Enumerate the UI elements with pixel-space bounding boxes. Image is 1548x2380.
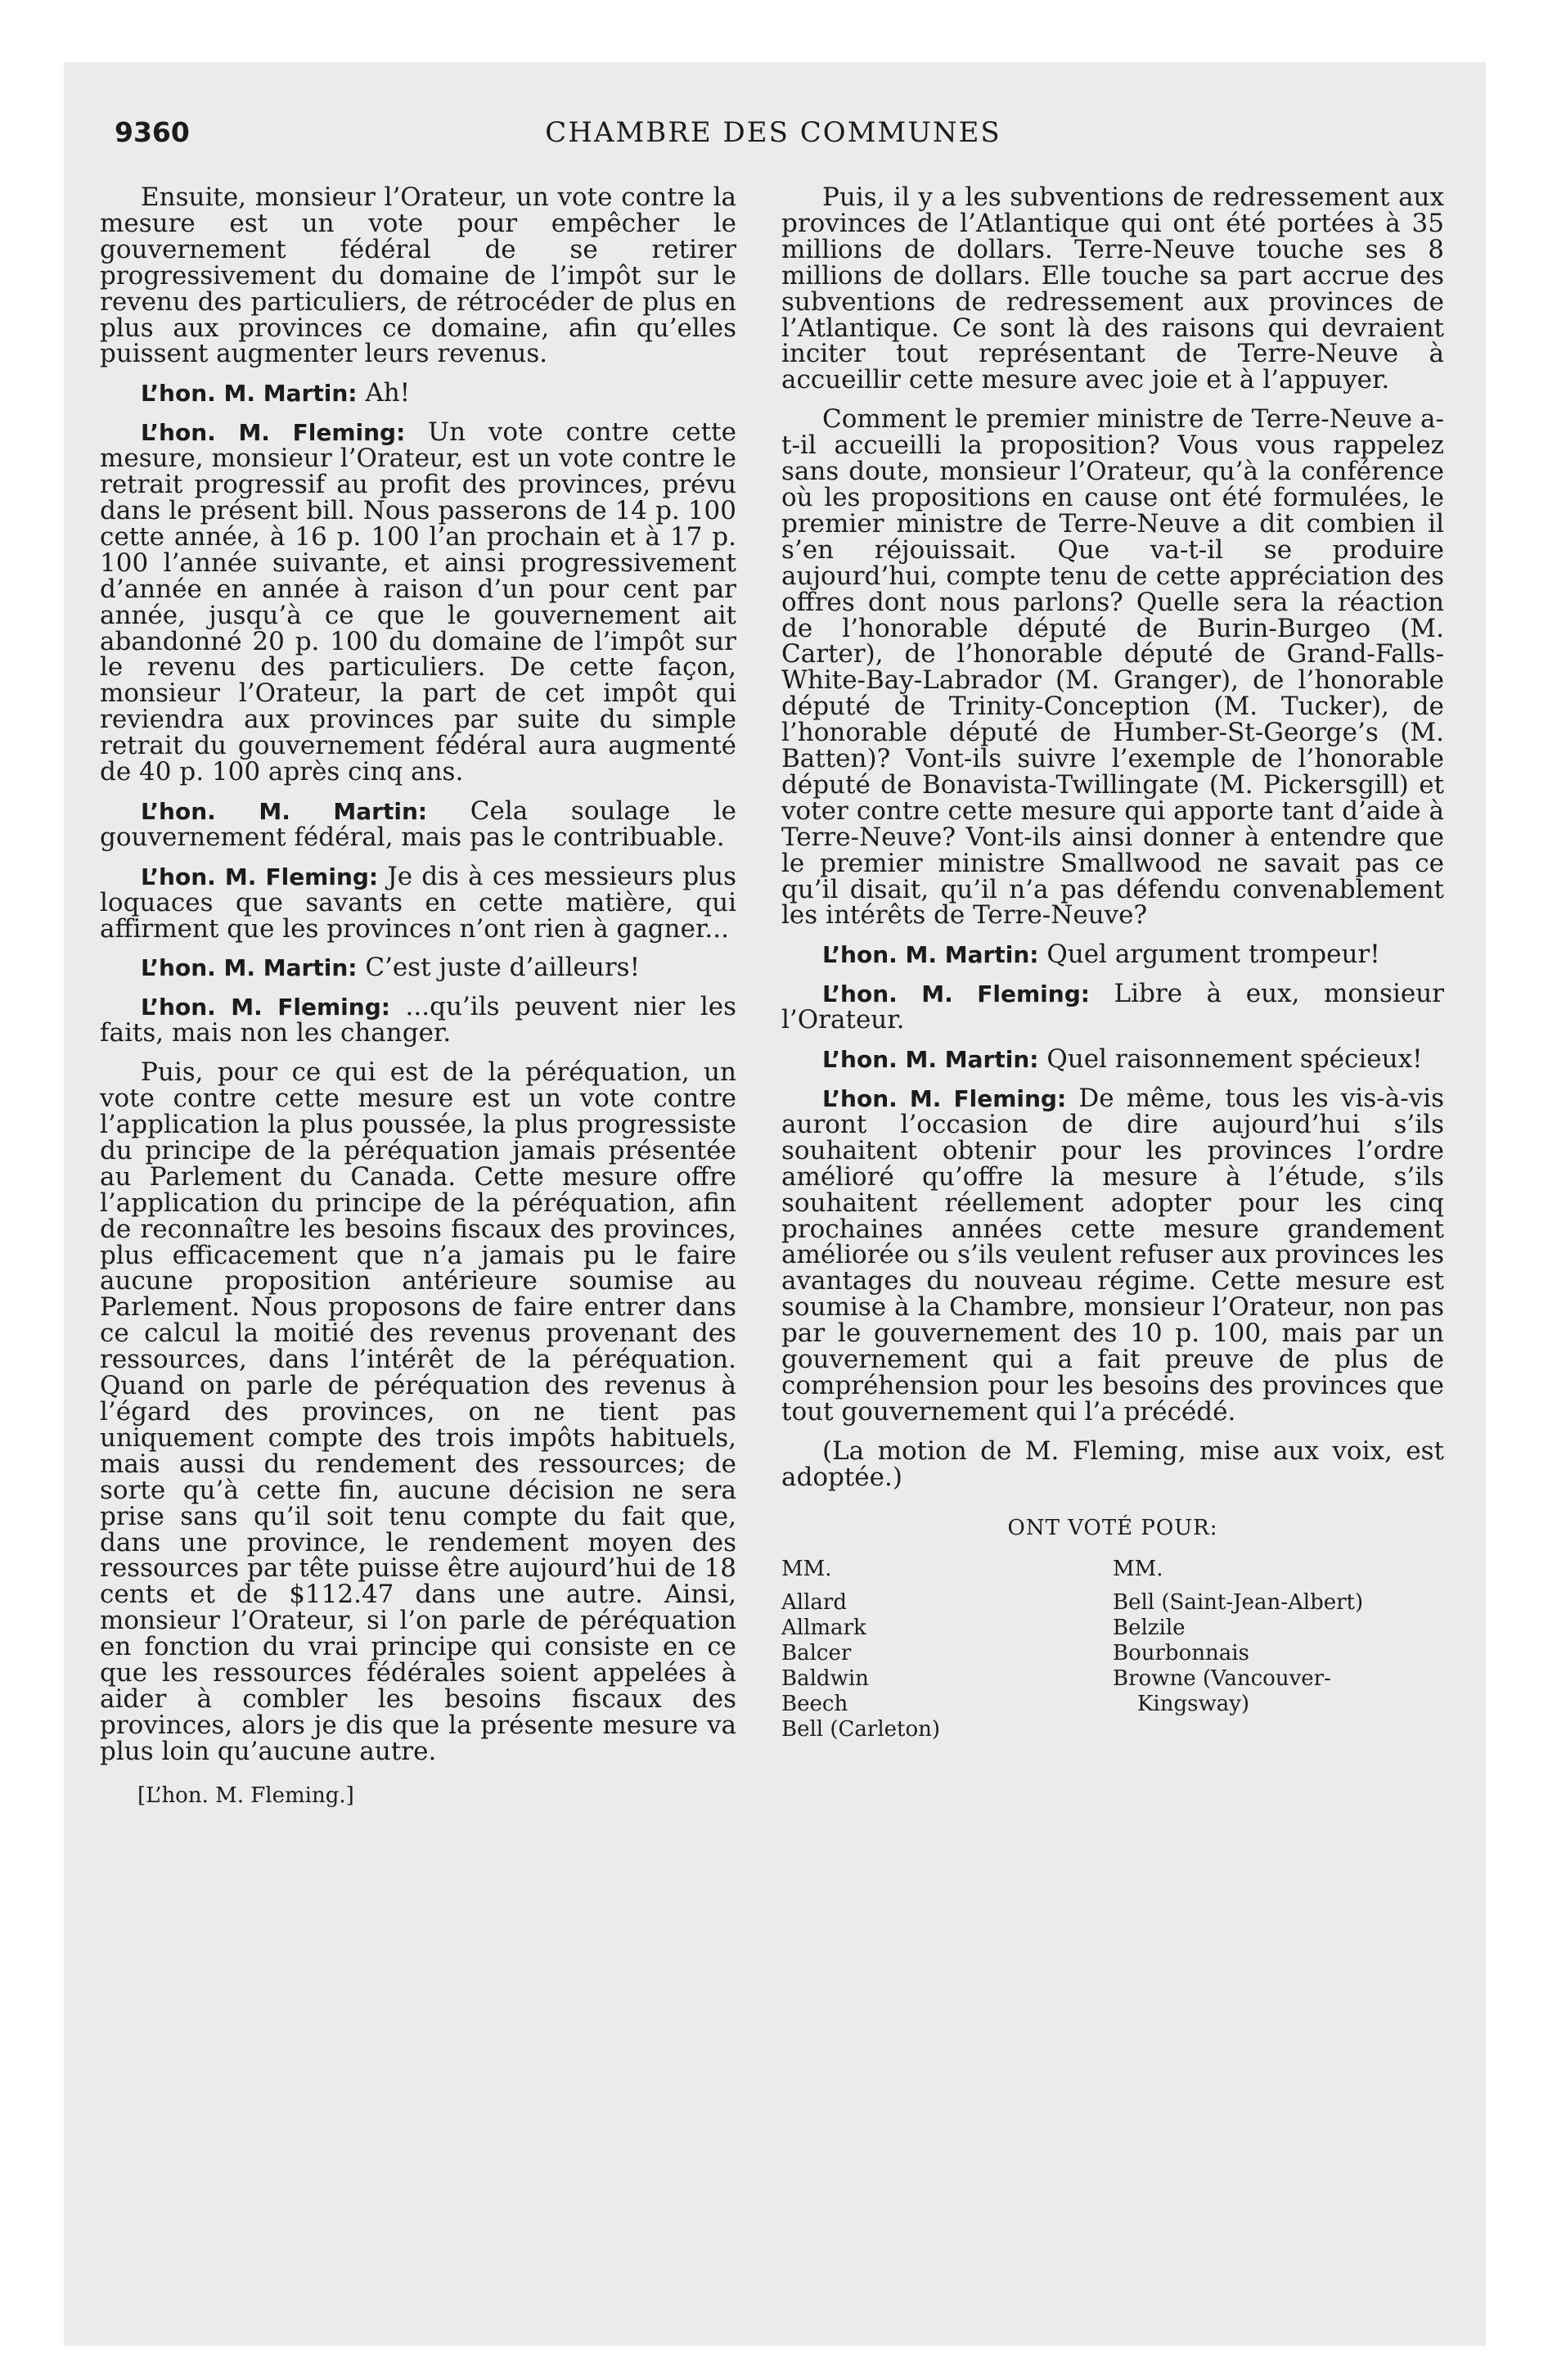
paragraph: Puis, pour ce qui est de la péréquation, un vote contre cette mesure est un vote contre l’application la plus poussée, la plus progressiste du principe de la péréquation jamais présentée au Parlement du Canada. Cette mesure offre l’application du principe de la péréquation, afin de reconnaître les besoins fiscaux des provinces, plus efficacement que n’a jamais pu le faire aucune proposition antérieure soumise au Parlement. Nous proposons de faire entrer dans ce calcul la moitié des revenus provenant des ressources, dans l’intérêt de la péréquation. Quand on parle de péréquation des revenus à l’égard des provinces, on ne tient pas uniquement compte des trois impôts habituels, mais aussi du rendement des ressources; de sorte qu’à cette fin, aucune décision ne sera prise sans qu’il soit tenu compte du fait que, dans une province, le rendement moyen des ressources par tête puisse être aujourd’hui de 18 cents et de $112.47 dans une autre. Ainsi, monsieur l’Orateur, si l’on parle de péréquation en fonction du vrai principe qui consiste en ce que les ressources fédérales soient appelées à aider à combler les besoins fiscaux des provinces, alors je dis que la présente mesure va plus loin qu’aucune autre. <box>100 1057 736 1766</box>
speaker-name: L’hon. M. Martin: <box>822 1046 1039 1074</box>
speaker-name: L’hon. M. Fleming: <box>822 980 1090 1008</box>
paragraph: (La motion de M. Fleming, mise aux voix, est adoptée.) <box>781 1436 1444 1492</box>
speaker-name: L’hon. M. Fleming: <box>141 419 406 447</box>
speech <box>781 981 1444 1034</box>
page-number: 9360 <box>115 116 190 148</box>
member-name: Allard <box>781 1589 847 1615</box>
member-name: Browne (Vancouver-Kingsway) <box>1113 1666 1331 1716</box>
paragraph: Puis, il y a les subventions de redressement aux provinces de l’Atlantique qui ont été portées à 35 millions de dollars. Terre-Neuve touche ses 8 millions de dollars. Elle touche sa part accrue des subventions de redressement aux provinces de l’Atlantique. Ce sont là des raisons qui devraient inciter tout représentant de Terre-Neuve à accueillir cette mesure avec joie et à l’appuyer. <box>781 183 1444 395</box>
speech <box>781 1086 1444 1426</box>
speaker-name: L’hon. M. Fleming: <box>822 1085 1067 1112</box>
speech <box>100 994 736 1047</box>
speech-text: Un vote contre cette mesure, monsieur l’Orateur, est un vote contre le retrait progressif au profit des provinces, prévu dans le présent bill. Nous passerons de 14 p. 100 cette année, à 16 p. 100 l’an prochain et à 17 p. 100 l’année suivante, et ainsi progressivement d’année en année à raison d’un pour cent par année, jusqu’à ce que le gouvernement ait abandonné 20 p. 100 du domaine de l’impôt sur le revenu des particuliers. De cette façon, monsieur l’Orateur, la part de cet impôt qui reviendra aux provinces par suite du simple retrait du gouvernement fédéral aura augmenté de 40 p. 100 après cinq ans. <box>100 417 736 787</box>
speaker-name: L’hon. M. Fleming: <box>141 994 390 1021</box>
running-head: CHAMBRE DES COMMUNES <box>545 116 1001 149</box>
speech-text: Je dis à ces messieurs plus loquaces que savants en cette matière, qui affirment que les provinces n’ont rien à gagner... <box>100 861 736 944</box>
speech-text: Cela soulage le gouvernement fédéral, mais pas le contribuable. <box>100 796 736 852</box>
member-name: Bell (Carleton) <box>781 1716 941 1742</box>
speech <box>100 861 736 944</box>
names-column-2 <box>1113 1557 1424 1742</box>
speaker-name: L’hon. M. Martin: <box>141 954 358 982</box>
member-name: Belzile <box>1113 1615 1186 1640</box>
speech-text: De même, tous les vis-à-vis auront l’occasion de dire aujourd’hui s’ils souhaitent obtenir pour les provinces l’ordre amélioré qu’offre la mesure à l’étude, s’ils souhaitent réellement adopter pour les cinq prochaines années cette mesure grandement améliorée ou s’ils veulent refuser aux provinces les avantages du nouveau régime. Cette mesure est soumise à la Chambre, monsieur l’Orateur, non pas par le gouvernement des 10 p. 100, mais par un gouvernement qui a fait preuve de plus de compréhension pour les besoins des provinces que tout gouvernement qui l’a précédé. <box>781 1084 1445 1427</box>
speech <box>100 796 736 852</box>
speech-text: Ah! <box>357 378 411 408</box>
speech <box>100 417 736 787</box>
member-name: Bourbonnais <box>1113 1640 1249 1666</box>
speaker-credit: [L’hon. M. Fleming.] <box>137 1783 354 1808</box>
speaker-name: L’hon. M. Martin: <box>141 380 358 408</box>
paragraph: Ensuite, monsieur l’Orateur, un vote contre la mesure est un vote pour empêcher le gouvernement fédéral de se retirer progressivement du domaine de l’impôt sur le revenu des particuliers, de rétrocéder de plus en plus aux provinces ce domaine, afin qu’elles puissent augmenter leurs revenus. <box>100 183 736 369</box>
speech <box>781 942 1444 968</box>
member-name: Baldwin <box>781 1666 869 1691</box>
member-name: Allmark <box>781 1615 866 1640</box>
speech <box>100 955 736 981</box>
paragraph: Comment le premier ministre de Terre-Neuve a-t-il accueilli la proposition? Vous vous rappelez sans doute, monsieur l’Orateur, qu’à la conférence où les propositions en cause ont été formulées, le premier ministre de Terre-Neuve a dit combien il s’en réjouissait. Que va-t-il se produire aujourd’hui, compte tenu de cette appréciation des offres dont nous parlons? Quelle sera la réaction de l’honorable député de Burin-Burgeo (M. Carter), de l’honorable député de Grand-Falls-White-Bay-Labrador (M. Granger), de l’honorable député de Trinity-Conception (M. Tucker), de l’honorable député de Humber-St-George’s (M. Batten)? Vont-ils suivre l’exemple de l’honorable député de Bonavista-Twillingate (M. Pickersgill) et voter contre cette mesure qui apporte tant d’aide à Terre-Neuve? Vont-ils ainsi donner à entendre que le premier ministre Smallwood ne savait pas ce qu’il disait, qu’il n’a pas défendu convenablement les intérêts de Terre-Neuve? <box>781 404 1444 931</box>
speech <box>781 1044 1444 1075</box>
speaker-name: L’hon. M. Fleming: <box>141 863 379 890</box>
vote-names <box>781 1557 1444 1742</box>
member-name: Beech <box>781 1691 848 1716</box>
speech-text: Libre à eux, monsieur l’Orateur. <box>781 979 1444 1035</box>
right-column <box>781 185 1444 1742</box>
speech-text: Quel raisonnement spécieux! <box>1038 1044 1423 1075</box>
speaker-name: L’hon. M. Martin: <box>141 797 428 825</box>
mm-label: MM. <box>781 1556 832 1581</box>
vote-heading: ONT VOTÉ POUR: <box>1007 1515 1218 1540</box>
mm-label: MM. <box>1113 1556 1163 1581</box>
page-header <box>115 116 1432 159</box>
speaker-name: L’hon. M. Martin: <box>822 941 1039 969</box>
member-name: Bell (Saint-Jean-Albert) <box>1113 1589 1364 1615</box>
speech-text: Quel argument trompeur! <box>1038 940 1380 970</box>
speech-text: C’est juste d’ailleurs! <box>357 953 641 983</box>
member-name: Balcer <box>781 1640 852 1666</box>
names-column-1 <box>781 1557 1113 1742</box>
left-column <box>100 185 736 1810</box>
speech-text: ...qu’ils peuvent nier les faits, mais non les changer. <box>100 992 737 1048</box>
speech <box>100 378 736 408</box>
